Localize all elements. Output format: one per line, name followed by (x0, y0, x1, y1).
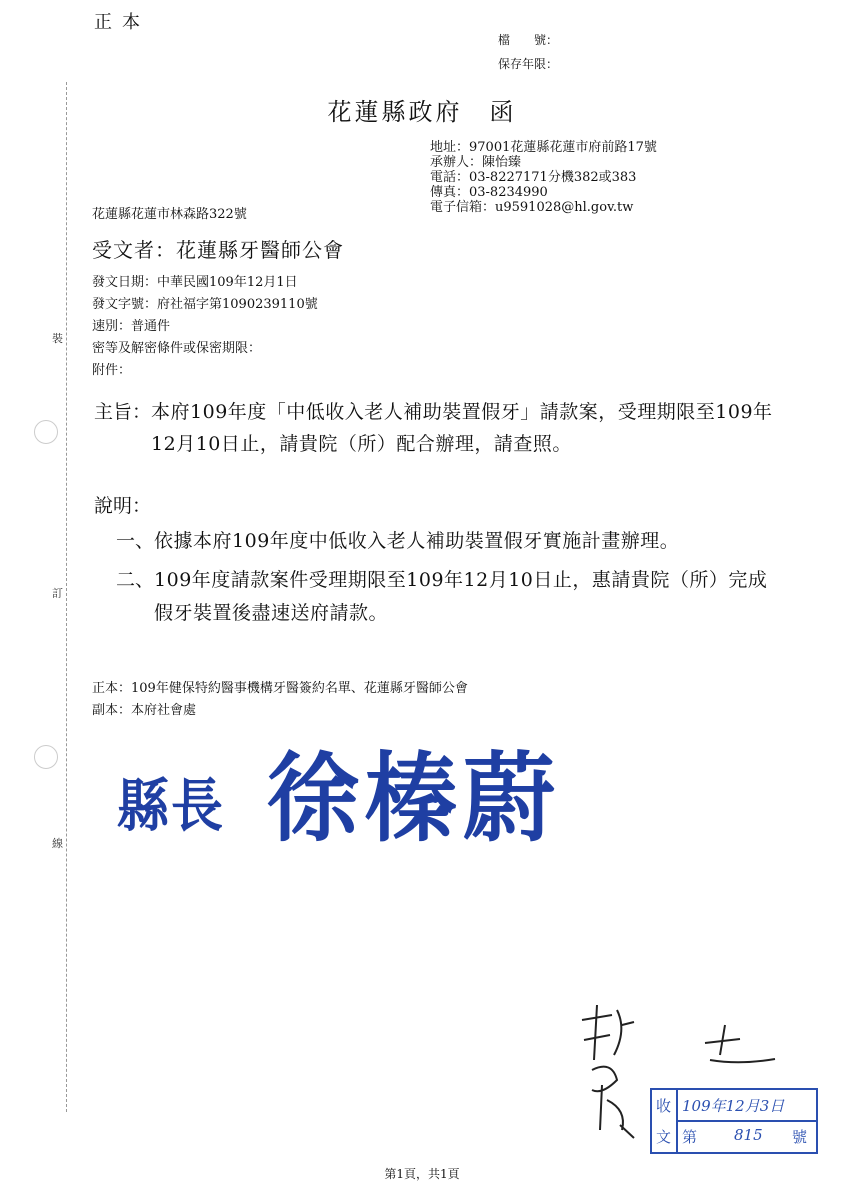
archive-number-label: 檔 號： (498, 33, 559, 47)
explanation-label: 說明： (94, 495, 152, 517)
document-number: 發文字號：府社福字第1090239110號 (92, 297, 318, 312)
receipt-number-suffix: 號 (792, 1128, 808, 1146)
binding-char-xian: 線 (52, 837, 63, 850)
punch-hole (34, 745, 58, 769)
copy-type-label: 正本 (94, 12, 150, 33)
page-footer: 第1頁，共1頁 (384, 1167, 460, 1181)
subject-label: 主旨： (94, 401, 152, 423)
recipient-mail-address: 花蓮縣花蓮市林森路322號 (92, 207, 247, 222)
subject-text: 本府109年度「中低收入老人補助裝置假牙」請款案，受理期限至109年12月10日止，請貴院（所）配合辦理，請查照。 (151, 401, 773, 455)
explanation-list (116, 525, 784, 636)
secrecy-level: 密等及解密條件或保密期限： (92, 341, 262, 356)
sender-fax: 傳真：03-8234990 (430, 185, 548, 200)
sender-handler: 承辦人：陳怡臻 (430, 155, 522, 170)
delivery-speed: 速別：普通件 (92, 319, 171, 334)
receipt-document-char: 文 (656, 1128, 672, 1146)
binding-char-zhuang: 裝 (52, 332, 63, 345)
list-item (116, 564, 784, 630)
sender-email: 電子信箱：u9591028@hl.gov.tw (430, 200, 634, 215)
sender-address: 地址：97001花蓮縣花蓮市府前路17號 (430, 140, 657, 155)
receipt-date: 109年12月3日 (682, 1097, 785, 1115)
item-text: 依據本府109年度中低收入老人補助裝置假牙實施計畫辦理。 (154, 530, 680, 552)
receipt-receive-char: 收 (656, 1097, 672, 1115)
document-meta (92, 272, 318, 382)
binding-char-ding: 訂 (52, 587, 63, 600)
punch-hole (34, 420, 58, 444)
item-text: 109年度請款案件受理期限至109年12月10日止，惠請貴院（所）完成假牙裝置後盡速送府請款。 (154, 569, 768, 624)
receipt-stamp (650, 1088, 818, 1154)
list-item (116, 525, 784, 558)
receipt-number-prefix: 第 (682, 1128, 698, 1146)
copy-recipients: 副本：本府社會處 (92, 703, 197, 718)
signature-title: 縣長 (117, 772, 226, 840)
receipt-number: 815 (734, 1126, 763, 1144)
item-number: 二、 (116, 569, 155, 591)
attachments: 附件： (92, 363, 132, 378)
retention-period-label: 保存年限： (498, 57, 559, 71)
archive-info (498, 28, 558, 76)
sender-info (430, 140, 657, 215)
sender-phone: 電話：03-8227171分機382或383 (430, 170, 637, 185)
subject-section (94, 396, 784, 460)
issue-date: 發文日期：中華民國109年12月1日 (92, 275, 298, 290)
binding-line (66, 82, 67, 1112)
item-number: 一、 (116, 530, 155, 552)
signature-name: 徐榛蔚 (267, 741, 562, 856)
document-title: 花蓮縣政府 函 (327, 98, 517, 126)
handwritten-mark (700, 1015, 780, 1075)
recipient: 受文者：花蓮縣牙醫師公會 (92, 238, 344, 262)
original-recipients: 正本：109年健保特約醫事機構牙醫簽約名單、花蓮縣牙醫師公會 (92, 681, 468, 696)
distribution (92, 678, 468, 722)
